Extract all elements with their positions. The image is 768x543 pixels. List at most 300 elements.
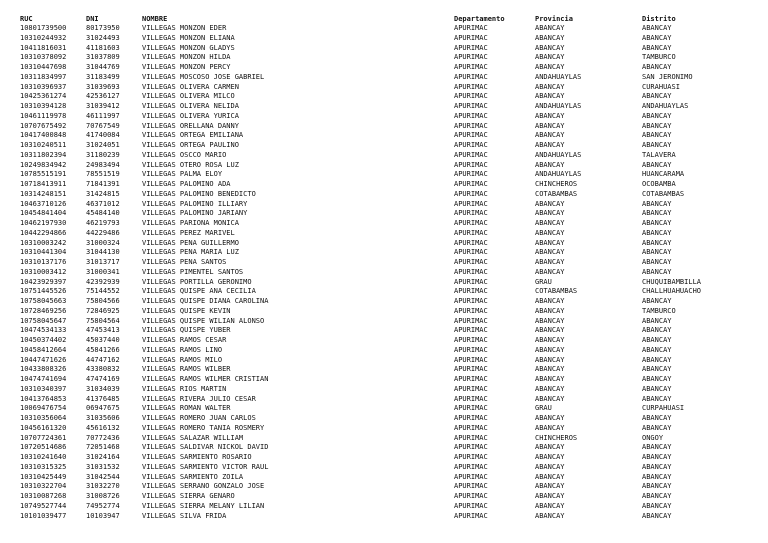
cell-departamento: APURIMAC xyxy=(454,63,488,71)
cell-departamento: APURIMAC xyxy=(454,287,488,296)
cell-dni: 45616132 xyxy=(86,423,120,432)
cell-distrito: ABANCAY xyxy=(642,355,672,364)
cell-nombre: VILLEGAS RIOS MARTIN xyxy=(142,384,227,393)
cell-ruc: 10423929397 xyxy=(20,277,67,286)
cell-provincia: ABANCAY xyxy=(535,336,565,344)
cell-ruc: 10461119978 xyxy=(20,111,67,120)
table-row xyxy=(20,141,762,151)
cell-dni: 31034039 xyxy=(86,384,120,393)
cell-distrito: ABANCAY xyxy=(642,394,672,403)
cell-provincia: ABANCAY xyxy=(535,297,565,305)
cell-distrito: HUANCARAMA xyxy=(642,170,685,179)
cell-departamento: APURIMAC xyxy=(454,43,488,52)
cell-departamento: APURIMAC xyxy=(454,365,488,374)
cell-nombre: VILLEGAS MONZON HILDA xyxy=(142,53,231,62)
cell-departamento: APURIMAC xyxy=(454,492,488,500)
table-body xyxy=(20,24,762,521)
cell-ruc: 10069476754 xyxy=(20,404,67,413)
cell-nombre: VILLEGAS MONZON ELIANA xyxy=(142,33,235,42)
cell-dni: 10103947 xyxy=(86,511,120,520)
cell-dni: 31024051 xyxy=(86,141,120,149)
cell-provincia: ABANCAY xyxy=(535,24,565,32)
cell-nombre: VILLEGAS PALOMINO BENEDICTO xyxy=(142,189,256,198)
cell-ruc: 10311802394 xyxy=(20,150,67,159)
cell-departamento: APURIMAC xyxy=(454,482,488,491)
cell-departamento: APURIMAC xyxy=(454,121,488,130)
cell-distrito: ANDAHUAYLAS xyxy=(642,102,689,110)
cell-ruc: 10310137176 xyxy=(20,258,67,266)
cell-nombre: VILLEGAS SERRANO GONZALO JOSE xyxy=(142,482,265,491)
cell-departamento: APURIMAC xyxy=(454,297,488,305)
cell-provincia: ABANCAY xyxy=(535,141,565,149)
cell-ruc: 10413764853 xyxy=(20,394,67,403)
cell-dni: 46219793 xyxy=(86,219,120,227)
cell-departamento: APURIMAC xyxy=(454,316,488,325)
cell-provincia: ABANCAY xyxy=(535,443,565,452)
cell-ruc: 10751445526 xyxy=(20,287,67,296)
cell-distrito: ABANCAY xyxy=(642,511,672,520)
table-row xyxy=(20,385,762,395)
cell-ruc: 10474534133 xyxy=(20,326,67,335)
cell-departamento: APURIMAC xyxy=(454,141,488,149)
cell-departamento: APURIMAC xyxy=(454,443,488,452)
cell-distrito: CURAHUASI xyxy=(642,82,680,91)
cell-nombre: VILLEGAS PORTILLA GERONIMO xyxy=(142,277,252,286)
table-row xyxy=(20,200,762,210)
cell-provincia: ABANCAY xyxy=(535,238,565,247)
table-row xyxy=(20,424,762,434)
table-row xyxy=(20,44,762,54)
table-row xyxy=(20,395,762,405)
cell-ruc: 10101039477 xyxy=(20,511,67,520)
cell-nombre: VILLEGAS OLIVERA YURICA xyxy=(142,111,239,120)
cell-ruc: 10310340397 xyxy=(20,384,67,393)
cell-distrito: ABANCAY xyxy=(642,326,672,335)
cell-dni: 75804566 xyxy=(86,297,120,305)
cell-distrito: ABANCAY xyxy=(642,121,672,130)
cell-nombre: VILLEGAS QUISPE YUBER xyxy=(142,326,231,335)
cell-departamento: APURIMAC xyxy=(454,355,488,364)
cell-ruc: 10442294866 xyxy=(20,228,67,237)
table-row xyxy=(20,170,762,180)
cell-provincia: ABANCAY xyxy=(535,375,565,383)
cell-departamento: APURIMAC xyxy=(454,433,488,442)
header-nombre: NOMBRE xyxy=(142,15,168,23)
cell-dni: 70767549 xyxy=(86,121,120,130)
cell-departamento: APURIMAC xyxy=(454,404,488,413)
table-row xyxy=(20,180,762,190)
cell-provincia: CHINCHEROS xyxy=(535,180,578,188)
cell-nombre: VILLEGAS SARMIENTO ZOILA xyxy=(142,472,244,481)
cell-provincia: ABANCAY xyxy=(535,501,565,510)
cell-nombre: VILLEGAS MOSCOSO JOSE GABRIEL xyxy=(142,72,265,81)
cell-dni: 45037440 xyxy=(86,336,120,344)
cell-distrito: ABANCAY xyxy=(642,345,672,354)
cell-dni: 47474169 xyxy=(86,375,120,383)
cell-distrito: ABANCAY xyxy=(642,258,672,266)
cell-departamento: APURIMAC xyxy=(454,248,488,257)
table-row xyxy=(20,34,762,44)
cell-dni: 31044769 xyxy=(86,63,120,71)
cell-ruc: 10310315325 xyxy=(20,462,67,471)
cell-departamento: APURIMAC xyxy=(454,150,488,159)
cell-dni: 31013717 xyxy=(86,258,120,266)
cell-departamento: APURIMAC xyxy=(454,326,488,335)
cell-distrito: ABANCAY xyxy=(642,63,672,71)
cell-distrito: ABANCAY xyxy=(642,33,672,42)
cell-departamento: APURIMAC xyxy=(454,180,488,188)
cell-provincia: CHINCHEROS xyxy=(535,433,578,442)
cell-departamento: APURIMAC xyxy=(454,423,488,432)
cell-departamento: APURIMAC xyxy=(454,345,488,354)
cell-ruc: 10707724361 xyxy=(20,433,67,442)
cell-dni: 31024164 xyxy=(86,453,120,461)
cell-dni: 31039693 xyxy=(86,82,120,91)
cell-departamento: APURIMAC xyxy=(454,511,488,520)
cell-ruc: 10310003242 xyxy=(20,238,67,247)
table-row xyxy=(20,375,762,385)
table-row xyxy=(20,414,762,424)
cell-departamento: APURIMAC xyxy=(454,199,488,208)
cell-dni: 45841266 xyxy=(86,345,120,354)
table-row xyxy=(20,307,762,317)
cell-nombre: VILLEGAS QUISPE WILIAN ALONSO xyxy=(142,316,265,325)
cell-dni: 46371012 xyxy=(86,199,120,208)
cell-departamento: APURIMAC xyxy=(454,462,488,471)
cell-nombre: VILLEGAS QUISPE ANA CECILIA xyxy=(142,287,256,296)
cell-nombre: VILLEGAS PARIONA MONICA xyxy=(142,219,239,227)
cell-distrito: TAMBURCO xyxy=(642,53,676,62)
cell-departamento: APURIMAC xyxy=(454,170,488,179)
table-row xyxy=(20,453,762,463)
cell-ruc: 10310441304 xyxy=(20,248,67,257)
cell-distrito: ABANCAY xyxy=(642,384,672,393)
table-row xyxy=(20,482,762,492)
cell-departamento: APURIMAC xyxy=(454,102,488,110)
cell-departamento: APURIMAC xyxy=(454,306,488,315)
cell-nombre: VILLEGAS PIMENTEL SANTOS xyxy=(142,267,244,276)
cell-nombre: VILLEGAS MONZON GLADYS xyxy=(142,43,235,52)
cell-ruc: 10411816031 xyxy=(20,43,67,52)
cell-provincia: ABANCAY xyxy=(535,345,565,354)
cell-distrito: ABANCAY xyxy=(642,160,672,169)
cell-ruc: 10310322704 xyxy=(20,482,67,491)
header-dni: DNI xyxy=(86,15,99,23)
table-row xyxy=(20,287,762,297)
cell-dni: 41181603 xyxy=(86,43,120,52)
cell-ruc: 10310003412 xyxy=(20,267,67,276)
cell-departamento: APURIMAC xyxy=(454,267,488,276)
cell-ruc: 10720514686 xyxy=(20,443,67,452)
table-row xyxy=(20,63,762,73)
cell-distrito: ABANCAY xyxy=(642,267,672,276)
cell-ruc: 10314248151 xyxy=(20,189,67,198)
table-row xyxy=(20,434,762,444)
cell-distrito: ABANCAY xyxy=(642,501,672,510)
cell-dni: 47453413 xyxy=(86,326,120,335)
cell-dni: 43380832 xyxy=(86,365,120,374)
cell-nombre: VILLEGAS OTERO ROSA LUZ xyxy=(142,160,239,169)
cell-provincia: ANDAHUAYLAS xyxy=(535,102,582,110)
cell-provincia: ABANCAY xyxy=(535,228,565,237)
cell-nombre: VILLEGAS ROMERO JUAN CARLOS xyxy=(142,414,256,422)
cell-dni: 31008726 xyxy=(86,492,120,500)
cell-dni: 31000324 xyxy=(86,238,120,247)
cell-dni: 31032270 xyxy=(86,482,120,491)
cell-departamento: APURIMAC xyxy=(454,24,488,32)
cell-distrito: ABANCAY xyxy=(642,316,672,325)
cell-departamento: APURIMAC xyxy=(454,336,488,344)
cell-departamento: APURIMAC xyxy=(454,53,488,62)
cell-distrito: ABANCAY xyxy=(642,453,672,461)
cell-dni: 78551519 xyxy=(86,170,120,179)
cell-dni: 44229486 xyxy=(86,228,120,237)
cell-ruc: 10425361274 xyxy=(20,92,67,101)
cell-ruc: 10801739500 xyxy=(20,24,67,32)
table-row xyxy=(20,502,762,512)
cell-distrito: CURPAHUASI xyxy=(642,404,685,413)
cell-departamento: APURIMAC xyxy=(454,238,488,247)
cell-ruc: 10456161320 xyxy=(20,423,67,432)
cell-departamento: APURIMAC xyxy=(454,209,488,218)
cell-provincia: ABANCAY xyxy=(535,43,565,52)
cell-departamento: APURIMAC xyxy=(454,160,488,169)
table-row xyxy=(20,258,762,268)
cell-departamento: APURIMAC xyxy=(454,189,488,198)
cell-nombre: VILLEGAS ROMAN WALTER xyxy=(142,404,231,413)
cell-ruc: 10433808326 xyxy=(20,365,67,374)
cell-ruc: 10447471626 xyxy=(20,355,67,364)
cell-dni: 31037809 xyxy=(86,53,120,62)
cell-dni: 42392939 xyxy=(86,277,120,286)
cell-provincia: ABANCAY xyxy=(535,131,565,140)
table-header xyxy=(20,14,762,24)
cell-nombre: VILLEGAS ROMERO TANIA ROSMERY xyxy=(142,423,265,432)
table-row xyxy=(20,326,762,336)
cell-provincia: GRAU xyxy=(535,277,552,286)
cell-provincia: ABANCAY xyxy=(535,492,565,500)
cell-provincia: ABANCAY xyxy=(535,248,565,257)
cell-provincia: ABANCAY xyxy=(535,394,565,403)
cell-provincia: ABANCAY xyxy=(535,414,565,422)
table-row xyxy=(20,161,762,171)
cell-provincia: ABANCAY xyxy=(535,511,565,520)
cell-nombre: VILLEGAS ORTEGA PAULINO xyxy=(142,141,239,149)
cell-dni: 31180239 xyxy=(86,150,120,159)
cell-dni: 31039412 xyxy=(86,102,120,110)
cell-distrito: ABANCAY xyxy=(642,365,672,374)
cell-provincia: ABANCAY xyxy=(535,258,565,266)
cell-nombre: VILLEGAS SILVA FRIDA xyxy=(142,511,227,520)
cell-provincia: ABANCAY xyxy=(535,482,565,491)
cell-distrito: ABANCAY xyxy=(642,443,672,452)
cell-nombre: VILLEGAS PALOMINO JARIANY xyxy=(142,209,248,218)
cell-departamento: APURIMAC xyxy=(454,72,488,81)
cell-provincia: ABANCAY xyxy=(535,92,565,101)
cell-nombre: VILLEGAS SIERRA GENARO xyxy=(142,492,235,500)
cell-dni: 31035606 xyxy=(86,414,120,422)
cell-ruc: 10474741694 xyxy=(20,375,67,383)
cell-provincia: ABANCAY xyxy=(535,326,565,335)
cell-dni: 06947675 xyxy=(86,404,120,413)
cell-nombre: VILLEGAS SARMIENTO VICTOR RAUL xyxy=(142,462,269,471)
cell-nombre: VILLEGAS MONZON EDER xyxy=(142,24,227,32)
cell-distrito: CHUQUIBAMBILLA xyxy=(642,277,702,286)
cell-provincia: COTABAMBAS xyxy=(535,287,578,296)
cell-ruc: 10417400848 xyxy=(20,131,67,140)
cell-nombre: VILLEGAS PALOMINO ADA xyxy=(142,180,231,188)
cell-nombre: VILLEGAS PALMA ELOY xyxy=(142,170,223,179)
table-row xyxy=(20,229,762,239)
cell-dni: 46111997 xyxy=(86,111,120,120)
cell-distrito: ABANCAY xyxy=(642,228,672,237)
cell-dni: 41376485 xyxy=(86,394,120,403)
cell-provincia: ABANCAY xyxy=(535,384,565,393)
table-row xyxy=(20,317,762,327)
cell-nombre: VILLEGAS SALAZAR WILLIAM xyxy=(142,433,244,442)
cell-departamento: APURIMAC xyxy=(454,92,488,101)
cell-dni: 72846925 xyxy=(86,306,120,315)
cell-ruc: 10785515191 xyxy=(20,170,67,179)
cell-dni: 75144552 xyxy=(86,287,120,296)
cell-nombre: VILLEGAS PEÑA GUILLERMO xyxy=(142,238,239,247)
header-row xyxy=(20,14,762,24)
table-row xyxy=(20,102,762,112)
table-row xyxy=(20,239,762,249)
cell-dni: 75804564 xyxy=(86,316,120,325)
table-row xyxy=(20,463,762,473)
cell-nombre: VILLEGAS RAMOS MILO xyxy=(142,355,223,364)
table-row xyxy=(20,336,762,346)
cell-provincia: ABANCAY xyxy=(535,209,565,218)
cell-departamento: APURIMAC xyxy=(454,384,488,393)
taxpayer-table xyxy=(20,14,762,521)
cell-nombre: VILLEGAS QUISPE KEVIN xyxy=(142,306,231,315)
cell-dni: 42536127 xyxy=(86,92,120,101)
cell-dni: 31044130 xyxy=(86,248,120,257)
cell-nombre: VILLEGAS RAMOS WILBER xyxy=(142,365,231,374)
header-provincia: Provincia xyxy=(535,15,573,23)
cell-provincia: ABANCAY xyxy=(535,365,565,374)
cell-distrito: ABANCAY xyxy=(642,472,672,481)
table-row xyxy=(20,151,762,161)
cell-dni: 80173950 xyxy=(86,24,120,32)
table-row xyxy=(20,297,762,307)
cell-departamento: APURIMAC xyxy=(454,394,488,403)
cell-nombre: VILLEGAS ORELLANA DANNY xyxy=(142,121,239,130)
cell-dni: 31424815 xyxy=(86,189,120,198)
cell-distrito: ABANCAY xyxy=(642,462,672,471)
table-row xyxy=(20,268,762,278)
cell-distrito: SAN JERONIMO xyxy=(642,72,693,81)
cell-dni: 31024493 xyxy=(86,33,120,42)
cell-provincia: ABANCAY xyxy=(535,453,565,461)
cell-departamento: APURIMAC xyxy=(454,277,488,286)
cell-departamento: APURIMAC xyxy=(454,414,488,422)
table-row xyxy=(20,404,762,414)
cell-distrito: COTABAMBAS xyxy=(642,189,685,198)
cell-provincia: ABANCAY xyxy=(535,472,565,481)
cell-provincia: ABANCAY xyxy=(535,111,565,120)
table-row xyxy=(20,219,762,229)
cell-provincia: ABANCAY xyxy=(535,199,565,208)
cell-nombre: VILLEGAS SIERRA MELANY LILIAN xyxy=(142,501,265,510)
table-row xyxy=(20,356,762,366)
cell-dni: 31000341 xyxy=(86,267,120,276)
cell-ruc: 10758045647 xyxy=(20,316,67,325)
cell-nombre: VILLEGAS ORTEGA EMILIANA xyxy=(142,131,244,140)
cell-provincia: ANDAHUAYLAS xyxy=(535,72,582,81)
cell-distrito: ABANCAY xyxy=(642,209,672,218)
cell-departamento: APURIMAC xyxy=(454,258,488,266)
cell-nombre: VILLEGAS OLIVERA MILCO xyxy=(142,92,235,101)
table-row xyxy=(20,131,762,141)
cell-nombre: VILLEGAS MONZON PERCY xyxy=(142,63,231,71)
cell-ruc: 10458412664 xyxy=(20,345,67,354)
cell-nombre: VILLEGAS RAMOS CESAR xyxy=(142,336,227,344)
cell-ruc: 10310087268 xyxy=(20,492,67,500)
cell-nombre: VILLEGAS RAMOS WILMER CRISTIAN xyxy=(142,375,269,383)
cell-provincia: GRAU xyxy=(535,404,552,413)
cell-ruc: 10310241640 xyxy=(20,453,67,461)
cell-provincia: ABANCAY xyxy=(535,267,565,276)
cell-distrito: ABANCAY xyxy=(642,375,672,383)
cell-ruc: 10718413911 xyxy=(20,180,67,188)
table-row xyxy=(20,209,762,219)
cell-distrito: ABANCAY xyxy=(642,141,672,149)
cell-ruc: 10249834942 xyxy=(20,160,67,169)
cell-dni: 45484140 xyxy=(86,209,120,218)
cell-nombre: VILLEGAS SALDIVAR NICKOL DAVID xyxy=(142,443,269,452)
cell-provincia: ANDAHUAYLAS xyxy=(535,170,582,179)
cell-departamento: APURIMAC xyxy=(454,228,488,237)
cell-provincia: ABANCAY xyxy=(535,63,565,71)
cell-nombre: VILLEGAS SARMIENTO ROSARIO xyxy=(142,453,252,461)
cell-dni: 31183499 xyxy=(86,72,120,81)
cell-departamento: APURIMAC xyxy=(454,472,488,481)
cell-nombre: VILLEGAS RAMOS LINO xyxy=(142,345,223,354)
cell-distrito: ABANCAY xyxy=(642,482,672,491)
table-row xyxy=(20,443,762,453)
cell-provincia: ABANCAY xyxy=(535,82,565,91)
cell-provincia: ANDAHUAYLAS xyxy=(535,150,582,159)
table-row xyxy=(20,190,762,200)
cell-nombre: VILLEGAS QUISPE DIANA CAROLINA xyxy=(142,297,269,305)
cell-ruc: 10749527744 xyxy=(20,501,67,510)
cell-distrito: ABANCAY xyxy=(642,492,672,500)
cell-ruc: 10450374402 xyxy=(20,336,67,344)
cell-provincia: ABANCAY xyxy=(535,121,565,130)
cell-distrito: ABANCAY xyxy=(642,43,672,52)
header-distrito: Distrito xyxy=(642,15,676,23)
cell-ruc: 10310396937 xyxy=(20,82,67,91)
cell-nombre: VILLEGAS OLIVERA NELIDA xyxy=(142,102,239,110)
cell-nombre: VILLEGAS RIVERA JULIO CESAR xyxy=(142,394,256,403)
cell-ruc: 10310356064 xyxy=(20,414,67,422)
cell-distrito: ABANCAY xyxy=(642,248,672,257)
cell-nombre: VILLEGAS PALOMINO ILLIARY xyxy=(142,199,248,208)
table-row xyxy=(20,92,762,102)
cell-departamento: APURIMAC xyxy=(454,375,488,383)
cell-nombre: VILLEGAS OSCCO MARIO xyxy=(142,150,227,159)
cell-nombre: VILLEGAS PEREZ MARIVEL xyxy=(142,228,235,237)
table-row xyxy=(20,248,762,258)
table-row xyxy=(20,512,762,522)
cell-dni: 44747162 xyxy=(86,355,120,364)
cell-distrito: ONGOY xyxy=(642,433,664,442)
cell-distrito: ABANCAY xyxy=(642,297,672,305)
table-row xyxy=(20,73,762,83)
